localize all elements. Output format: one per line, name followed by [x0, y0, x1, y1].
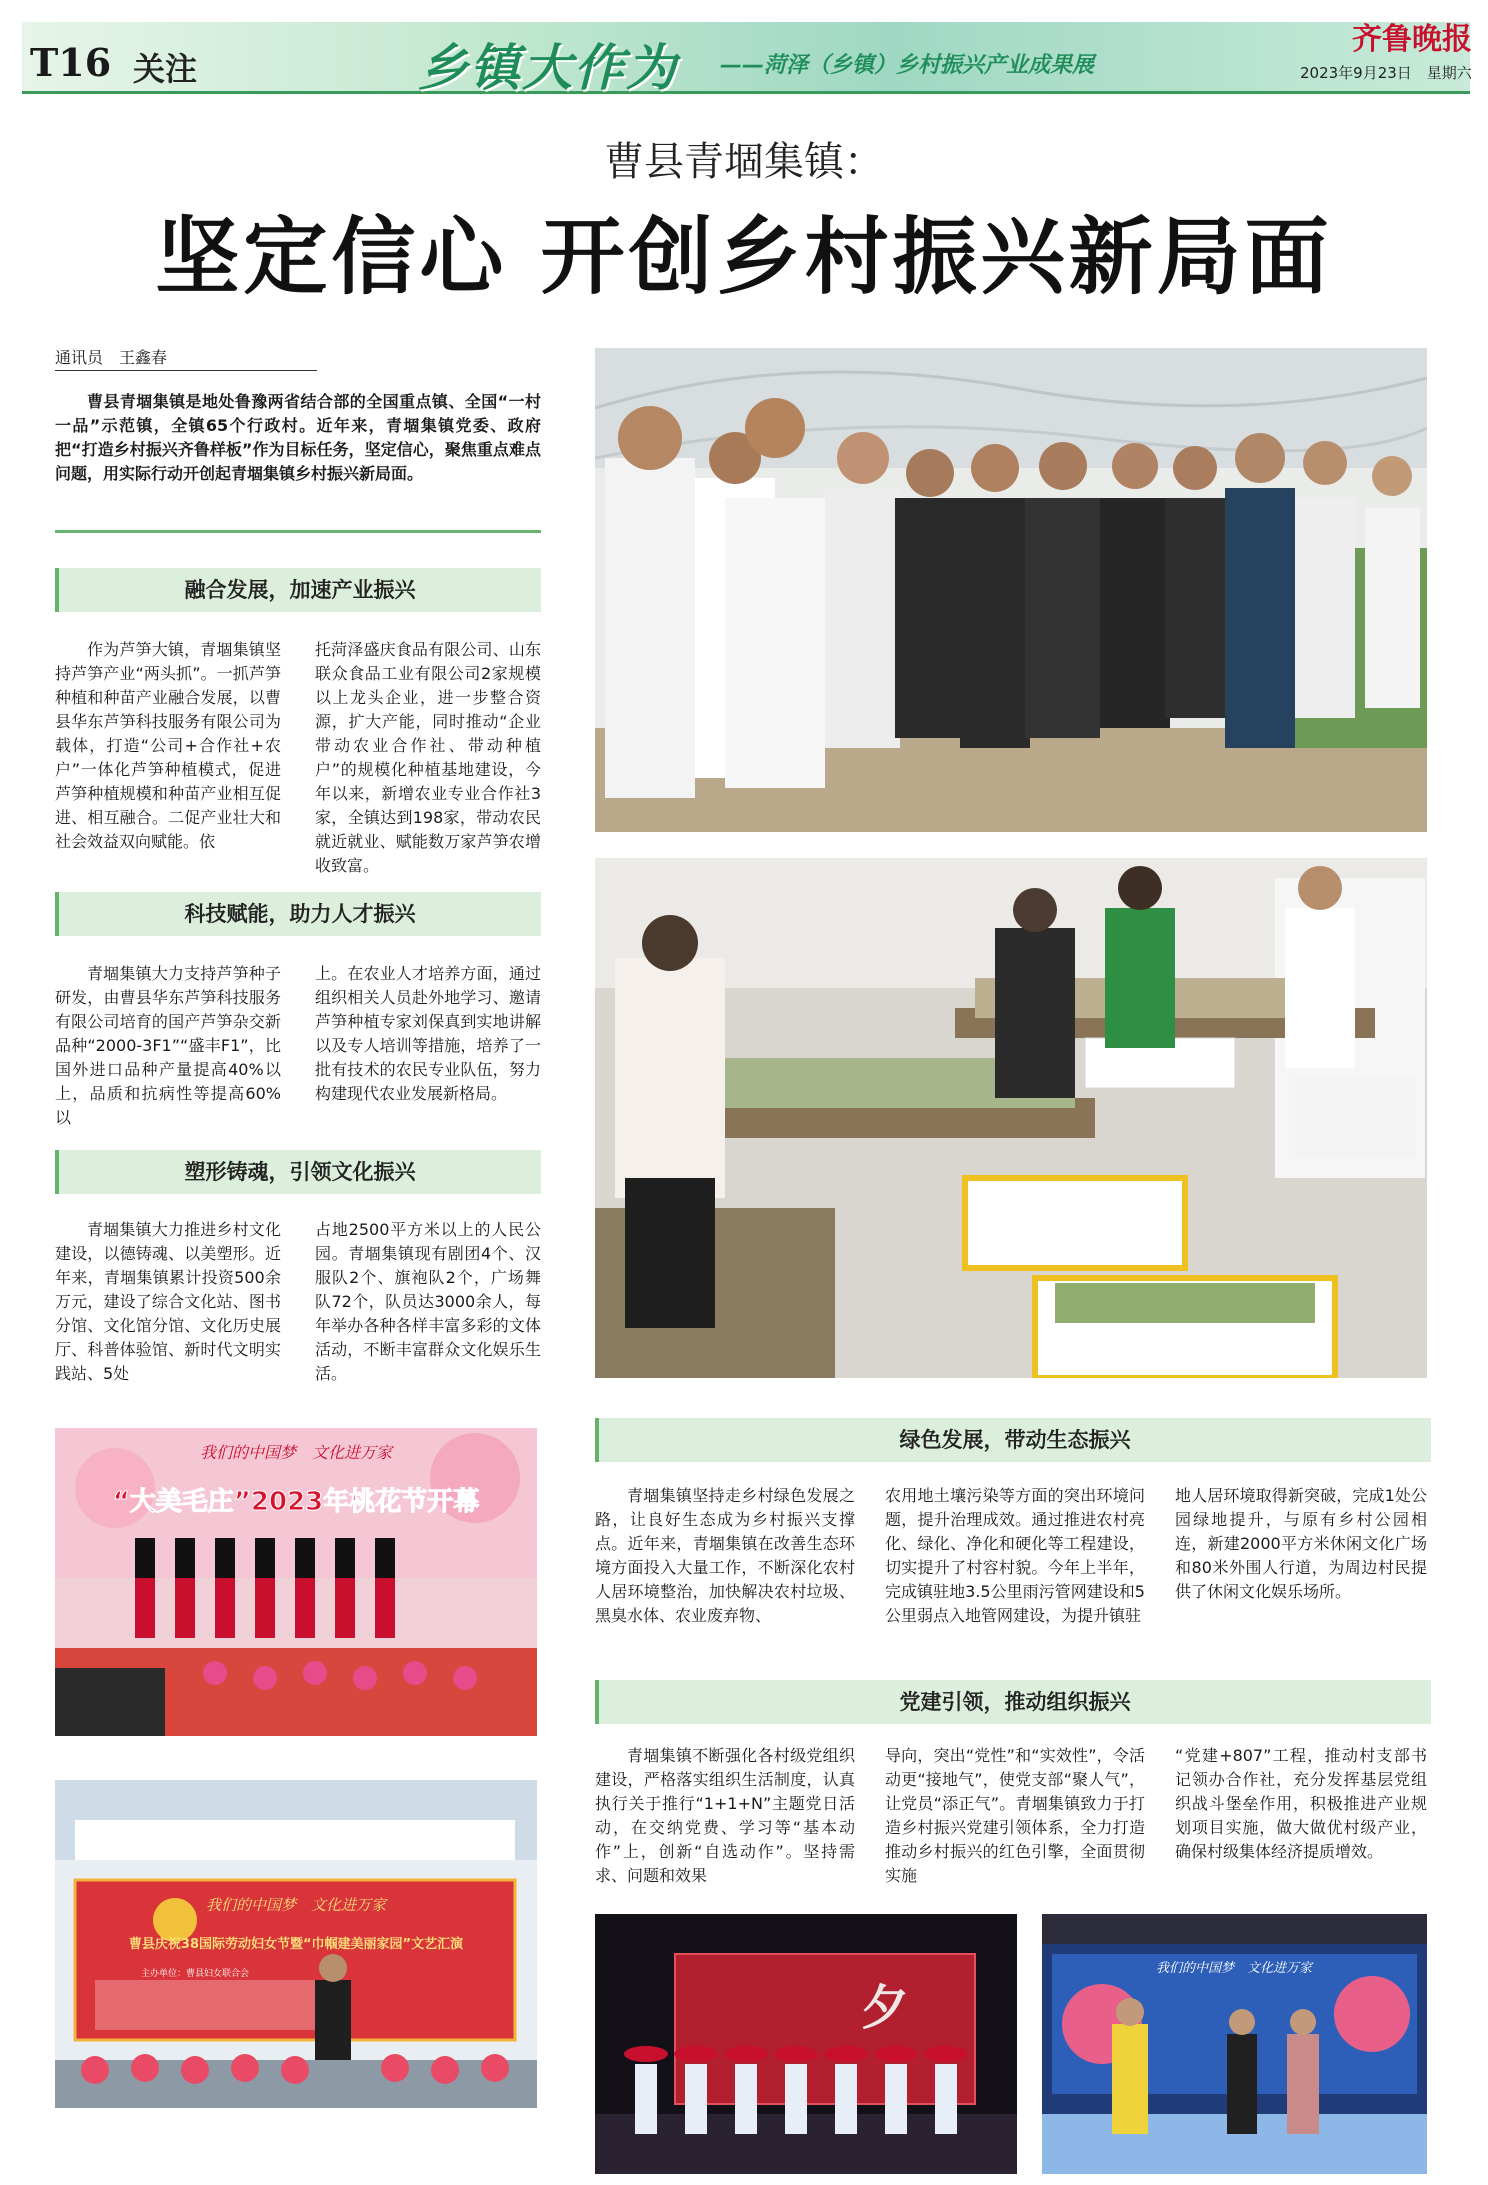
- byline: 通讯员 王鑫春: [55, 345, 317, 371]
- newspaper-logo: 齐鲁晚报: [1352, 22, 1472, 57]
- section3-col1: 青堌集镇大力推进乡村文化建设，以德铸魂、以美塑形。近年来，青堌集镇累计投资500余万元，建设了综合文化站、图书分馆、文化馆分馆、文化历史展厅、科普体验馆、新时代文明实践站、5处: [55, 1220, 281, 1383]
- photo-officials-greenhouse: [595, 348, 1427, 832]
- column-title: 乡镇大作为: [418, 39, 678, 97]
- page-number: T16: [30, 40, 112, 85]
- header-rule: [22, 91, 1470, 94]
- stage4-banner: 我们的中国梦 文化进万家: [1155, 1961, 1313, 1976]
- section4-col1: 青堌集镇坚持走乡村绿色发展之路，让良好生态成为乡村振兴支撑点。近年来，青堌集镇在改善生态环境方面投入大量工作，不断深化农村人居环境整治，加快解决农村垃圾、黑臭水体、农业废弃物、: [595, 1486, 855, 1625]
- section2-col2: 上。在农业人才培养方面，通过组织相关人员赴外地学习、邀请芦笋种植专家刘保真到实地讲解以及专人培训等措施，培养了一批有技术的农民专业队伍，努力构建现代农业发展新格局。: [315, 964, 541, 1103]
- lead-divider: [55, 530, 541, 533]
- stage1-banner: 我们的中国梦 文化进万家: [199, 1443, 393, 1462]
- section-name: 关注: [133, 50, 198, 88]
- stage1-title: “大美毛庄”2023年桃花节开幕: [112, 1487, 480, 1517]
- stage3-glyph: 夕: [860, 1980, 910, 2036]
- section-heading-culture: 塑形铸魂，引领文化振兴: [55, 1150, 541, 1194]
- section-heading-talent: 科技赋能，助力人才振兴: [55, 892, 541, 936]
- section-heading-party: 党建引领，推动组织振兴: [595, 1680, 1431, 1724]
- photo-womens-day-performance: [55, 1780, 537, 2108]
- section5-col1: 青堌集镇不断强化各村级党组织建设，严格落实组织生活制度，认真执行关于推行“1+1+N”主题党日活动，在交纳党费、学习等“基本动作”上，创新“自选动作”。坚持需求、问题和效果: [595, 1746, 855, 1885]
- section2-col1: 青堌集镇大力支持芦笋种子研发，由曹县华东芦笋科技服务有限公司培育的国产芦笋杂交新品种“2000-3F1”“盛丰F1”，比国外进口品种产量提高40%以上，品质和抗病性等提高60%以: [55, 964, 281, 1127]
- lead-paragraph: 曹县青堌集镇是地处鲁豫两省结合部的全国重点镇、全国“一村一品”示范镇，全镇65个行政村。近年来，青堌集镇党委、政府把“打造乡村振兴齐鲁样板”作为目标任务，坚定信心，聚焦重点难点问题，用实际行动开创起青堌集镇乡村振兴新局面。: [55, 392, 541, 483]
- photo-stage-dance: [595, 1914, 1017, 2174]
- section3-col2: 占地2500平方米以上的人民公园。青堌集镇现有剧团4个、汉服队2个、旗袍队2个，广场舞队72个，队员达3000余人，每年举办各种各样丰富多彩的文体活动，不断丰富群众文化娱乐生活。: [315, 1220, 541, 1383]
- headline: 坚定信心 开创乡村振兴新局面: [155, 207, 1333, 306]
- section1-col1: 作为芦笋大镇，青堌集镇坚持芦笋产业“两头抓”。一抓芦笋种植和种苗产业融合发展，以曹县华东芦笋科技服务有限公司为载体，打造“公司+合作社+农户”一体化芦笋种植模式，促进芦笋种植规模和种苗产业相互促进、相互融合。二促产业壮大和社会效益双向赋能。依: [55, 640, 281, 851]
- stage2-title: 曹县庆祝38国际劳动妇女节暨“巾帼建美丽家园”文艺汇演: [128, 1937, 464, 1952]
- section4-col3: 地人居环境取得新突破，完成1处公园绿地提升，与原有乡村公园相连，新建2000平方米休闲文化广场和80米外围人行道，为周边村民提供了休闲文化娱乐场所。: [1175, 1486, 1427, 1601]
- photo-asparagus-sorting: [595, 858, 1427, 1378]
- section1-col2: 托菏泽盛庆食品有限公司、山东联众食品工业有限公司2家规模以上龙头企业，进一步整合资源，扩大产能，同时推动“企业带动农业合作社、带动种植户”的规模化种植基地建设，今年以来，新增农业专业合作社3家，全镇达到198家，带动农民就近就业、赋能数万家芦笋农增收致富。: [315, 640, 541, 875]
- section-heading-ecology: 绿色发展，带动生态振兴: [595, 1418, 1431, 1462]
- stage2-banner: 我们的中国梦 文化进万家: [205, 1896, 387, 1914]
- section4-col2: 农用地土壤污染等方面的突出环境问题，提升治理成效。通过推进农村亮化、绿化、净化和硬化等工程建设，切实提升了村容村貌。今年上半年，完成镇驻地3.5公里雨污管网建设和5公里弱点入地管网建设，为提升镇驻: [885, 1486, 1145, 1625]
- section5-col3: “党建+807”工程，推动村支部书记领办合作社，充分发挥基层党组织战斗堡垒作用，积极推进产业规划项目实施，做大做优村级产业，确保村级集体经济提质增效。: [1175, 1746, 1427, 1861]
- headline-kicker: 曹县青堌集镇：: [604, 139, 884, 185]
- section-heading-industry: 融合发展，加速产业振兴: [55, 568, 541, 612]
- stage2-small: 主办单位：曹县妇女联合会: [140, 1969, 250, 1979]
- photo-stage-singers: [1042, 1914, 1427, 2174]
- issue-date: 2023年9月23日 星期六: [1300, 64, 1472, 82]
- section5-col2: 导向，突出“党性”和“实效性”，令活动更“接地气”，使党支部“聚人气”，让党员“添正气”。青堌集镇致力于打造乡村振兴党建引领体系，全力打造推动乡村振兴的红色引擎，全面贯彻实施: [885, 1746, 1145, 1885]
- column-subtitle: ——菏泽（乡镇）乡村振兴产业成果展: [720, 53, 1095, 78]
- photo-peach-festival-stage: [55, 1428, 537, 1736]
